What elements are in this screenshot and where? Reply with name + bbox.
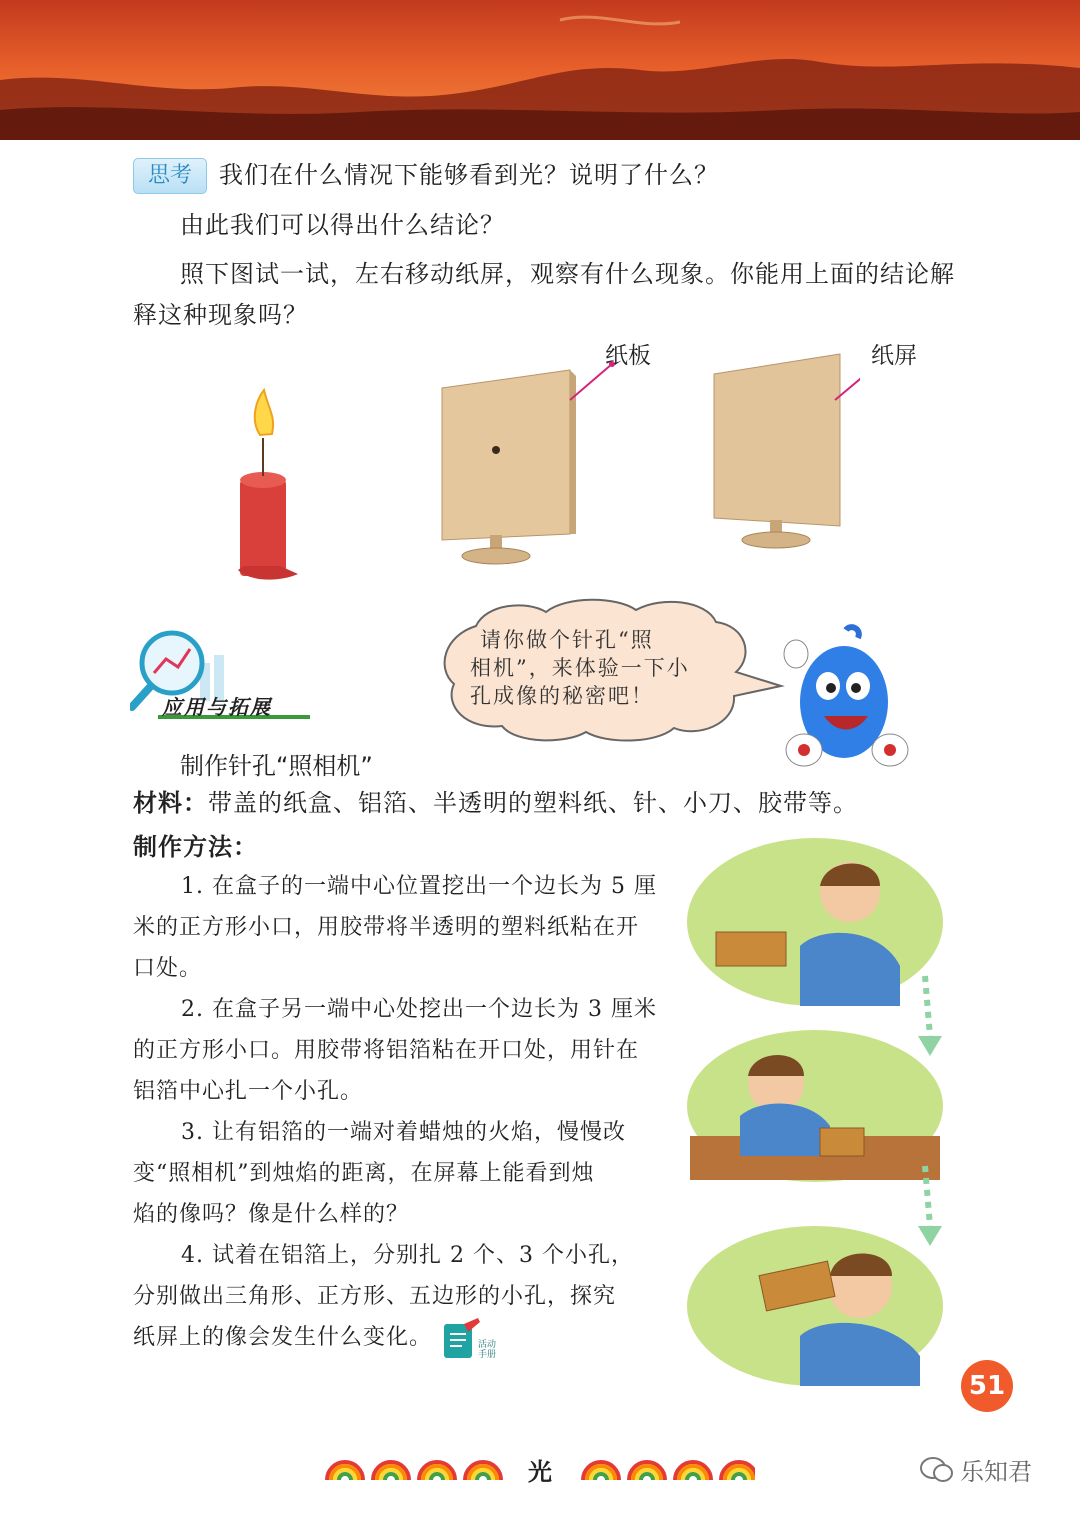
step2-line2: 的正方形小口。用胶带将铝箔粘在开口处，用针在	[133, 1038, 640, 1063]
cardboard-board	[442, 370, 576, 564]
bubble-line3: 孔成像的秘密吧！	[470, 684, 654, 708]
mascot-icon	[776, 624, 916, 774]
materials-text: 带盖的纸盒、铝箔、半透明的塑料纸、针、小刀、胶带等。	[208, 789, 858, 817]
label-screen: 纸屏	[871, 343, 917, 369]
think-question: 我们在什么情况下能够看到光？说明了什么？	[219, 161, 719, 189]
page-number: 51	[961, 1360, 1013, 1412]
watermark	[920, 1452, 1032, 1487]
step4-line3-text: 纸屏上的像会发生什么变化。	[133, 1325, 433, 1350]
illustration-viewing-camera	[687, 1226, 943, 1386]
method-label: 制作方法：	[133, 832, 258, 861]
bubble-line1: 请你做个针孔“照	[480, 628, 654, 652]
conclusion-question: 由此我们可以得出什么结论？	[180, 211, 505, 239]
experiment-instruction-line2: 释这种现象吗？	[133, 301, 308, 329]
label-board: 纸板	[605, 343, 651, 369]
think-badge: 思考	[133, 158, 207, 194]
experiment-instruction-line1: 照下图试一试，左右移动纸屏，观察有什么现象。你能用上面的结论解	[180, 260, 955, 288]
chapter-title: 光	[528, 1457, 552, 1486]
pinhole-experiment-figure	[220, 330, 860, 590]
step3-line3: 焰的像吗？像是什么样的？	[133, 1202, 410, 1227]
boy-illustrations	[680, 836, 970, 1396]
step2-line3: 铝箔中心扎一个小孔。	[133, 1079, 364, 1104]
illustration-cutting-box	[687, 838, 943, 1006]
step1-line2: 米的正方形小口，用胶带将半透明的塑料纸粘在开	[133, 915, 640, 940]
paper-screen	[714, 354, 840, 548]
workbook-label-2: 手册	[478, 1350, 497, 1360]
step4-line1: 4. 试着在铝箔上，分别扎 2 个、3 个小孔，	[181, 1243, 634, 1268]
step1-line1: 1. 在盒子的一端中心位置挖出一个边长为 5 厘	[181, 874, 657, 899]
step1-line3: 口处。	[133, 956, 203, 981]
section-title: 应用与拓展	[162, 695, 272, 719]
step3-line2: 变“照相机”到烛焰的距离，在屏幕上能看到烛	[133, 1161, 595, 1186]
materials-line	[133, 788, 858, 818]
step4-line3	[133, 1317, 663, 1358]
step3-line1: 3. 让有铝箔的一端对着蜡烛的火焰，慢慢改	[181, 1120, 626, 1145]
materials-label: 材料：	[133, 788, 208, 817]
candle-icon	[238, 390, 298, 580]
step2-line1: 2. 在盒子另一端中心处挖出一个边长为 3 厘米	[181, 997, 657, 1022]
step4-line2: 分别做出三角形、正方形、五边形的小孔，探究	[133, 1284, 617, 1309]
bubble-line2: 相机”，来体验一下小	[470, 656, 690, 680]
workbook-label-1: 活动	[478, 1340, 497, 1350]
watermark-text: 乐知君	[960, 1458, 1032, 1486]
wechat-icon	[920, 1456, 954, 1484]
sunset-banner	[0, 0, 1080, 140]
workbook-icon[interactable]	[442, 1318, 502, 1368]
method-steps	[133, 866, 663, 1358]
activity-title: 制作针孔“照相机”	[180, 752, 373, 780]
illustration-poking-hole	[687, 1030, 943, 1182]
